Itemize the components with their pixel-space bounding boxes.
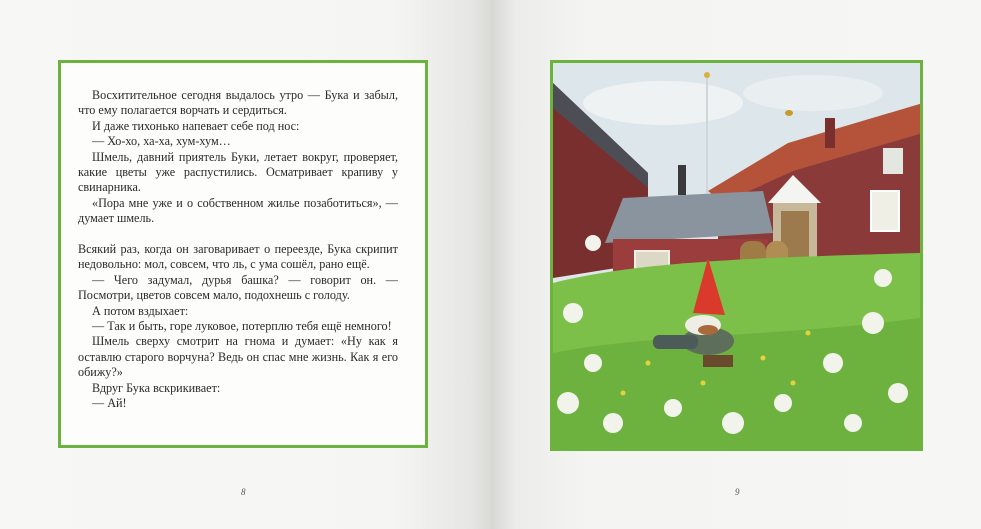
cloud xyxy=(743,75,883,111)
stool xyxy=(703,355,733,367)
paragraph: Восхитительное сегодня выдалось утро — Бука и забыл, что ему полагается ворчать и сердиться. xyxy=(78,88,398,118)
paragraph: Шмель сверху смотрит на гнома и думает: «Ну как я оставлю старого ворчуна? Ведь он спас мне жизнь. Как я его обижу?» xyxy=(78,334,398,380)
paragraph: Вдруг Бука вскрикивает: xyxy=(92,380,221,395)
paragraph: — Хо-хо, ха-ха, хум-хум… xyxy=(92,134,231,149)
cloud xyxy=(583,81,743,125)
paragraph: Всякий раз, когда он заговаривает о переезде, Бука скрипит недовольно: мол, совсем, что ль, с ума сошёл, рано ещё. xyxy=(78,242,398,272)
paragraph: Шмель, давний приятель Буки, летает вокруг, проверяет, какие цветы уже распустились. Осматривает крапиву у свинарника. xyxy=(78,149,398,195)
wooden-bowl xyxy=(698,325,718,335)
gnome-leg xyxy=(653,335,698,349)
farm-illustration xyxy=(553,63,920,448)
page-number-right: 9 xyxy=(735,487,740,497)
paragraph: — Ай! xyxy=(92,396,127,411)
paragraph: И даже тихонько напевает себе под нос: xyxy=(92,118,300,133)
illustration-frame xyxy=(550,60,923,451)
story-text xyxy=(78,88,398,412)
paragraph: — Чего задумал, дурья башка? — говорит он. — Посмотри, цветов совсем мало, подохнешь с голоду. xyxy=(78,272,398,303)
chimney xyxy=(825,118,835,148)
pole-top xyxy=(704,72,710,78)
house-window xyxy=(871,191,899,231)
page-number-left: 8 xyxy=(241,487,246,497)
stove-pipe xyxy=(678,165,686,195)
house-window xyxy=(883,148,903,174)
bumblebee-icon xyxy=(785,110,793,116)
paragraph: «Пора мне уже и о собственном жилье позаботиться», — думает шмель. xyxy=(78,195,398,226)
paragraph: — Так и быть, горе луковое, потерплю тебя ещё немного! xyxy=(92,319,392,334)
paragraph: А потом вздыхает: xyxy=(92,303,189,318)
